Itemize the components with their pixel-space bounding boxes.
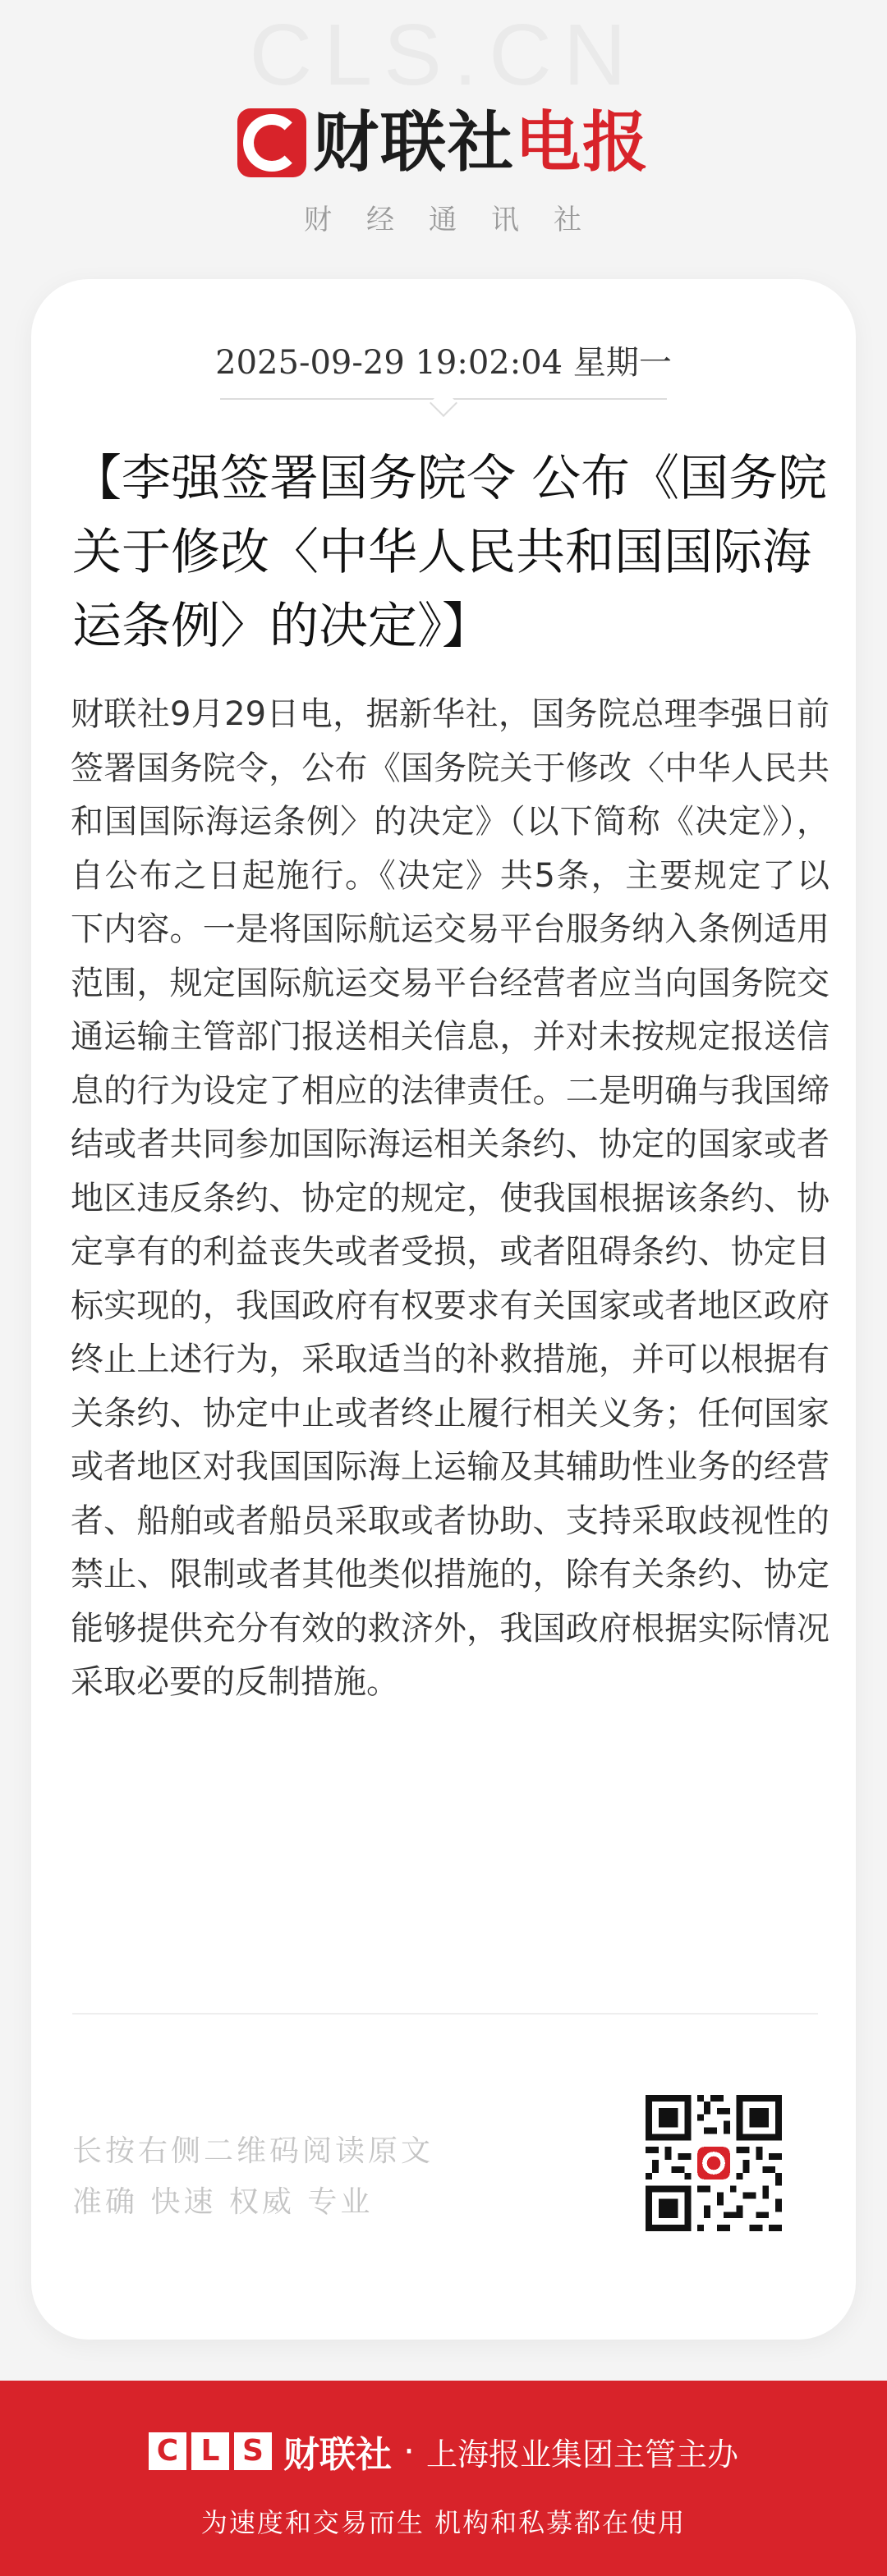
brand-name-red: 电报 [515,104,650,181]
bottom-brand-desc: 上海报业集团主管主办 [425,2436,738,2473]
cls-letter-l: L [191,2432,229,2470]
bottom-separator: · [402,2430,415,2473]
watermark: CLS.CN [249,7,638,103]
qr-code-icon[interactable] [646,2095,782,2231]
brand-header [0,104,887,181]
cls-letter-s: S [234,2432,272,2470]
bottom-slogan: 为速度和交易而生 机构和私募都在使用 [200,2507,687,2538]
bottom-brand-name: 财联社 [283,2434,392,2476]
cls-letters-logo [149,2432,272,2470]
footer-hint: 长按右侧二维码阅读原文 [72,2134,434,2168]
article-card [31,279,856,2340]
bottom-banner [0,2381,887,2576]
cls-c-logo-icon [237,108,306,177]
cls-letter-c: C [149,2432,186,2470]
datetime-notch [430,389,457,417]
brand-name-dark: 财联社 [313,104,515,181]
article-title: 【李强签署国务院令 公布《国务院关于修改〈中华人民共和国国际海运条例〉的决定》】 [72,450,828,655]
brand-subtitle: 财经通讯社 [304,204,616,236]
article-datetime: 2025-09-29 19:02:04 星期一 [215,344,672,382]
brand-name [313,104,650,181]
footer-divider [72,2013,818,2015]
article-body: 财联社9月29日电，据新华社，国务院总理李强日前签署国务院令，公布《国务院关于修改〈中华人民共和国国际海运条例〉的决定》（以下简称《决定》），自公布之日起施行。《决定》共5条，主要规定了以下内容。一是将国际航运交易平台服务纳入条例适用范围，规定国际航运交易平台经营者应当向国务院交通运输主管部门报送相关信息，并对未按规定报送信息的行为设定了相应的法律责任。二是明确与我国缔结或者共同参加国际海运相关条约、协定的国家或者地区违反条约、协定的规定，使我国根据该条约、协定享有的利益丧失或者受损，或者阻碍条约、协定目标实现的，我国政府有权要求有关国家或者地区政府终止上述行为，采取适当的补救措施，并可以根据有关条约、协定中止或者终止履行相关义务；任何国家或者地区对我国国际海上运输及其辅助性业务的经营者、船舶或者船员采取或者协助、支持采取歧视性的禁止、限制或者其他类似措施的，除有关条约、协定能够提供充分有效的救济外，我国政府根据实际情况采取必要的反制措施。 [71,695,830,1701]
footer-tagline: 准确 快速 权威 专业 [72,2185,374,2219]
bottom-banner-brand [0,2425,887,2477]
